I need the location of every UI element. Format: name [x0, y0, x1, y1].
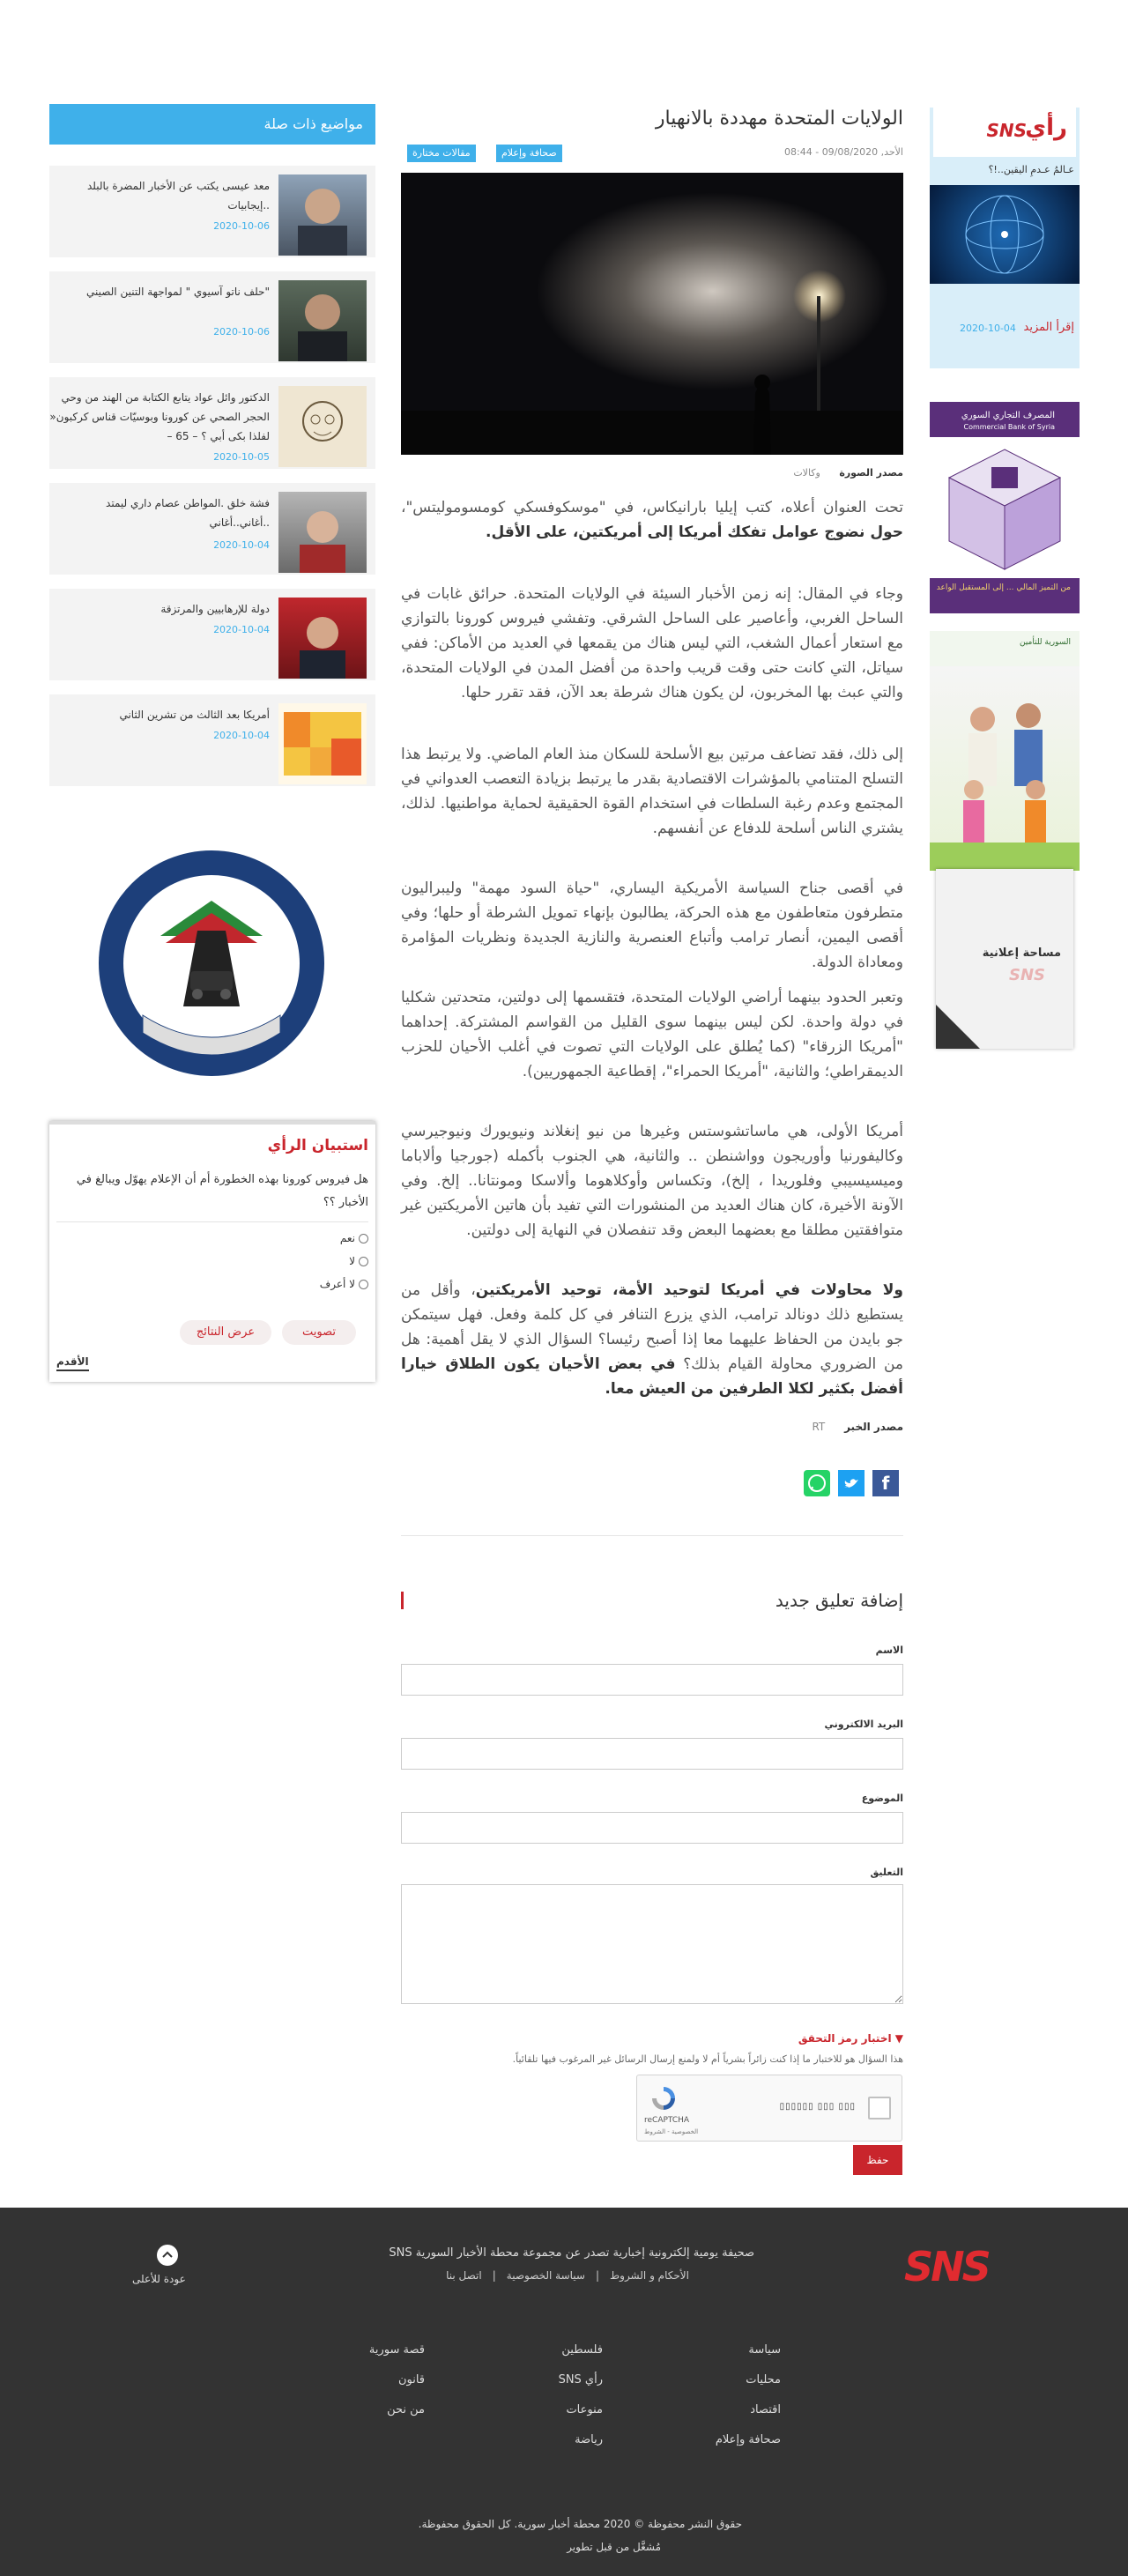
image-source-value: وكالات — [793, 467, 820, 479]
footer-nav-about[interactable]: من نحن — [387, 2403, 425, 2416]
related-item[interactable] — [49, 694, 375, 793]
article-image — [401, 173, 903, 455]
article-date: الأحد, 09/08/2020 - 08:44 — [784, 146, 903, 158]
related-item[interactable] — [49, 166, 375, 264]
powered-by[interactable]: مُشغَّل من قبل تطوير — [567, 2541, 661, 2553]
name-label: الاسم — [875, 1644, 903, 1656]
image-source-label: مصدر الصورة — [839, 467, 903, 479]
contact-link[interactable]: اتصل بنا — [446, 2269, 482, 2282]
footer-nav-economy[interactable]: اقتصاد — [750, 2403, 781, 2416]
related-item[interactable] — [49, 377, 375, 476]
radio-icon[interactable] — [359, 1257, 368, 1266]
twitter-share-icon[interactable] — [838, 1470, 865, 1496]
footer-tagline: صحيفة يومية إلكترونية إخبارية تصدر عن مجموعة محطة الأخبار السورية SNS — [389, 2246, 754, 2260]
title-accent-bar — [401, 1592, 404, 1609]
footer — [0, 2208, 1128, 2576]
tag-selected-articles[interactable]: مقالات مختارة — [407, 145, 476, 162]
view-results-button[interactable]: عرض النتائج — [180, 1320, 271, 1345]
back-to-top-icon[interactable] — [157, 2245, 178, 2266]
opinion-image — [930, 185, 1080, 284]
related-date: 2020-10-06 — [213, 220, 270, 232]
copyright: حقوق النشر محفوظة © 2020 محطة أخبار سورية. كل الحقوق محفوظة. — [418, 2518, 742, 2530]
related-date: 2020-10-04 — [213, 539, 270, 551]
footer-nav-sns-opinion[interactable]: رأي SNS — [558, 2373, 603, 2387]
bank-name: المصرف التجاري السوري — [961, 411, 1055, 420]
footer-links — [446, 2269, 689, 2282]
related-date: 2020-10-06 — [213, 326, 270, 338]
family-photo — [930, 666, 1080, 871]
radio-icon[interactable] — [359, 1234, 368, 1243]
footer-nav-law[interactable]: قانون — [397, 2373, 425, 2387]
related-date: 2020-10-04 — [213, 624, 270, 635]
news-source — [812, 1421, 903, 1433]
poll-option-no[interactable]: لا — [349, 1255, 368, 1267]
privacy-link[interactable]: سياسة الخصوصية — [506, 2269, 585, 2282]
related-thumb — [278, 386, 367, 467]
article-title: الولايات المتحدة مهددة بالانهيار — [655, 108, 903, 130]
radio-icon[interactable] — [359, 1280, 368, 1289]
recaptcha-links[interactable]: الخصوصية - الشروط — [644, 2128, 699, 2135]
opinion-article-title[interactable]: عـالمُ عـدمِ اليقين..!؟ — [988, 164, 1074, 175]
captcha-fieldset-title[interactable]: ▼ اختبار رمز التحقق — [798, 2032, 903, 2045]
recaptcha-label: reCAPTCHA — [644, 2116, 690, 2125]
related-thumb — [278, 703, 367, 784]
terms-link[interactable]: الأحكام و الشروط — [610, 2269, 689, 2282]
footer-nav-palestine[interactable]: فلسطين — [561, 2343, 603, 2357]
opinion-header — [933, 108, 1076, 157]
related-thumb — [278, 174, 367, 256]
related-item[interactable] — [49, 589, 375, 687]
recaptcha-widget — [636, 2075, 902, 2142]
read-more-link[interactable]: إقرأ المزيد — [1023, 321, 1074, 334]
older-polls-link[interactable]: الأقدم — [56, 1355, 89, 1371]
poll-option-unknown[interactable]: لا أعرف — [320, 1278, 368, 1290]
related-title[interactable]: معد عيسى يكتب عن الأخبار المضرة بالبلد ..إيجابيات — [86, 180, 270, 212]
divider — [401, 1535, 903, 1536]
sns-logo: SNS — [986, 120, 1027, 141]
link-separator: | — [596, 2269, 600, 2282]
whatsapp-share-icon[interactable] — [804, 1470, 830, 1496]
poll-divider — [56, 1221, 368, 1222]
related-topics-header: مواضيع ذات صلة — [49, 104, 375, 145]
ad-space-placeholder[interactable] — [936, 869, 1073, 1049]
fund-logo-ad[interactable] — [81, 839, 342, 1088]
poll-title: استبيان الرأي — [267, 1137, 368, 1154]
article-paragraph-5: وتعبر الحدود بينهما أراضي الولايات المتحدة، فتقسمها إلى دولتين، متحدتين شكليا في دولة واحدة. لكن ليس بينهما سوى القليل من القواسم المشتركة. إحداهما "أمريكا الزرقاء" (كما يُطلق على الولايات التي تصوت في أغلب الأحيان للحزب الديمقراطي؛ والثانية، "أمريكا الحمراء"، إقطاعية الجمهوريين). — [401, 989, 903, 1080]
link-separator: | — [492, 2269, 496, 2282]
footer-nav-misc[interactable]: منوعات — [566, 2403, 603, 2416]
related-item[interactable] — [49, 271, 375, 370]
related-title[interactable]: فشة خلق .المواطن عصام داري ليمتد ..أغاني..أغاني — [106, 497, 270, 529]
name-field[interactable] — [401, 1664, 903, 1696]
news-source-label: مصدر الخبر — [844, 1421, 903, 1433]
insurance-ad[interactable] — [930, 631, 1080, 888]
email-field[interactable] — [401, 1738, 903, 1770]
tag-press-media[interactable]: صحافة وإعلام — [496, 145, 562, 162]
footer-nav-press[interactable]: صحافة وإعلام — [715, 2433, 781, 2446]
recaptcha-logo-icon — [649, 2084, 678, 2112]
article-paragraph-1: تحت العنوان أعلاه، كتب إيليا بارانيكاس، في "موسكوفسكي كومسوموليتس"، حول نضوج عوامل تفكك أمريكا إلى أمريكتين، على الأقل. — [401, 499, 903, 541]
captcha-description: هذا السؤال هو للاختبار ما إذا كنت زائراً بشرياً أم لا ولمنع إرسال الرسائل غير المرغوب فيها تلقائياً. — [512, 2053, 903, 2065]
vote-button[interactable]: تصويت — [282, 1320, 356, 1345]
footer-nav-local[interactable]: محليات — [746, 2373, 781, 2387]
footer-nav-syrian-story[interactable]: قصة سورية — [368, 2343, 425, 2357]
related-title[interactable]: الدكتور وائل عواد يتابع الكتابة من الهند من وحي الحجر الصحي عن كورونا وبوسيّات قناس كركبون« لفلذا بكى أبي ؟ – 65 – — [49, 391, 270, 442]
related-date: 2020-10-05 — [213, 451, 270, 463]
comment-textarea[interactable] — [401, 1884, 903, 2004]
article-paragraph-7: ولا محاولات في أمريكا لتوحيد الأمة، توحيد الأمريكتين، وأقل من يستطيع ذلك دونالد ترامب، الذي يزرع التنافر في كل كلمة وفعل. فهل سيتمكن جو بايدن من الحفاظ عليهما معا إذا أصبح رئيسا؟ السؤال الذي لا يقل أهمية: هل من الضروري محاولة القيام بذلك؟ في بعض الأحيان يكون الطلاق خيارا أفضل بكثير لكلا الطرفين من العيش معا. — [401, 1281, 903, 1398]
recaptcha-checkbox[interactable] — [868, 2097, 891, 2119]
facebook-share-icon[interactable]: f — [872, 1470, 899, 1496]
footer-nav-sport[interactable]: رياضة — [575, 2433, 603, 2446]
related-title[interactable]: "حلف ناتو آسيوي " لمواجهة التنين الصيني — [85, 286, 270, 298]
email-label: البريد الالكتروني — [824, 1719, 903, 1730]
related-title[interactable]: أمريكا بعد الثالث من تشرين الثاني — [119, 709, 270, 721]
article-paragraph-6: أمريكا الأولى، هي ماساتشوستس وغيرها من نيو إنغلاند ونيويورك ونيوجيرسي وكاليفورنيا وأوريجون وواشنطن .. والثانية، هي الجنوب بأكمله (جورجيا وألاباما وميسيسيبي وفلوريدا ، إلخ)، وتكساس وأوكلاهوما وألاسكا ومونتانا.. إلخ. وفي الآونة الأخيرة، كان هناك العديد من المنشورات التي تفيد بأن هاتين الأمريكتين غير متوافقتين مطلقا مع بعضهما البعض وقد تنفصلان في النهاية إلى دولتين. — [401, 1123, 903, 1239]
ad-space-label: مساحة إعلانية — [982, 947, 1061, 960]
article-paragraph-3: إلى ذلك، فقد تضاعف مرتين بيع الأسلحة للسكان منذ العام الماضي. ولا يرتبط هذا التسلح المتنامي بالمؤشرات الاقتصادية بقدر ما يرتبط بزيادة التعصب العدواني في المجتمع وعدم رغبة السلطات في استخدام القوة الحقيقية لحماية مواطنيها. لذلك، يشتري الناس أسلحة للدفاع عن أنفسهم. — [401, 746, 903, 837]
insurance-company: السورية للتأمين — [1019, 638, 1071, 647]
poll-box — [49, 1121, 375, 1382]
bank-slogan: من التميز المالي ... إلى المستقبل الواعد — [936, 583, 1071, 592]
related-thumb — [278, 492, 367, 573]
news-source-value: RT — [812, 1421, 826, 1433]
subject-field[interactable] — [401, 1812, 903, 1844]
footer-nav-politics[interactable]: سياسة — [748, 2343, 781, 2357]
opinion-word: رأي — [1025, 115, 1067, 141]
opinion-widget[interactable] — [930, 108, 1080, 368]
article-paragraph-4: في أقصى جناح السياسة الأمريكية اليساري، "حياة السود مهمة" وليبراليون متطرفون متعاطفون مع هذه الحركة، يطالبون بإنهاء تمويل الشرطة أو حلها؛ وفي أقصى اليمين، أنصار ترامب وأتباع العنصرية والنازية الجديدة ونظريات المؤامرة ومعاداة الدولة. — [401, 880, 903, 971]
subject-label: الموضوع — [861, 1793, 903, 1804]
comment-label: التعليق — [870, 1867, 903, 1878]
poll-option-yes[interactable]: نعم — [340, 1232, 368, 1244]
related-date: 2020-10-04 — [213, 730, 270, 741]
bank-ad[interactable] — [930, 402, 1080, 613]
comment-form-title: إضافة تعليق جديد — [775, 1590, 903, 1611]
related-title[interactable]: دولة للإرهابيين والمرتزقة — [160, 603, 270, 615]
related-thumb — [278, 598, 367, 679]
ad-space-logo: SNS — [1009, 966, 1045, 984]
recaptcha-prompt: ▯▯▯▯▯▯ ▯▯▯ ▯▯▯ — [779, 2102, 856, 2112]
poll-question: هل فيروس كورونا بهذه الخطورة أم أن الإعلام يهوّل ويبالغ في الأخبار ؟؟ — [76, 1173, 368, 1209]
bank-name-en: Commercial Bank of Syria — [963, 423, 1055, 431]
related-thumb — [278, 280, 367, 361]
back-to-top-link[interactable]: عودة للأعلى — [132, 2273, 186, 2285]
article-paragraph-2: وجاء في المقال: إنه زمن الأخبار السيئة في الولايات المتحدة. حرائق غابات في الساحل الغربي، وأعاصير على الساحل الشرقي. وتفشي فيروس كورونا بالتوازي مع استعار أعمال الشغب، التي ليس هناك من يقمعها في العديد من الأماكن: ففي سياتل، التي كانت حتى وقت قريب واحدة من أفضل المدن في الولايات المتحدة، والتي عبث بها المخربون، لن يكون هناك شرطة بعد الآن، فقد تقرر حلها. — [401, 585, 903, 702]
save-button[interactable]: حفظ — [853, 2145, 902, 2175]
opinion-date: 2020-10-04 — [960, 323, 1016, 334]
related-item[interactable] — [49, 483, 375, 582]
bank-cube-image — [930, 437, 1080, 578]
footer-logo[interactable]: SNS — [904, 2243, 989, 2290]
image-source — [793, 467, 903, 479]
